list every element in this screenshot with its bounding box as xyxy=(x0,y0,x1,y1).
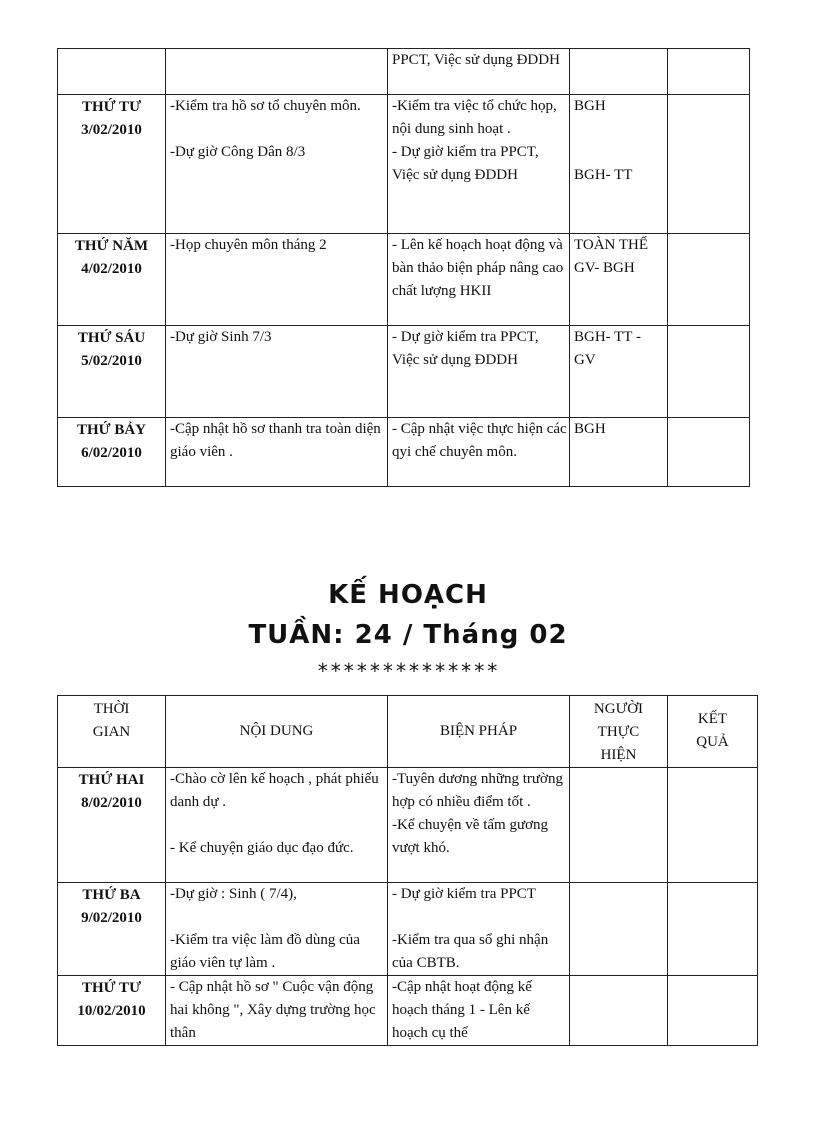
people-cell xyxy=(570,768,668,883)
content-text: -Kiểm tra việc làm đồ dùng của giáo viên tự làm . xyxy=(170,932,360,971)
measure-text: - Dự giờ kiểm tra PPCT, Việc sử dụng ĐDDH xyxy=(392,144,539,183)
date-label: 4/02/2010 xyxy=(81,261,142,277)
day-label: THỨ BA xyxy=(82,887,141,903)
content-cell xyxy=(166,95,388,234)
day-label: THỨ NĂM xyxy=(74,238,149,254)
date-label: 10/02/2010 xyxy=(77,1003,146,1019)
day-cell xyxy=(58,95,166,234)
day-label: THỨ BẢY xyxy=(76,422,147,438)
measure-text: - Lên kế hoạch hoạt động và bàn thảo biện pháp nâng cao chất lượng HKII xyxy=(392,237,564,299)
table-row xyxy=(58,418,750,487)
table-row xyxy=(58,883,758,976)
result-cell xyxy=(668,976,758,1046)
week-title: TUẦN: 24 / Tháng 02 xyxy=(248,620,568,650)
people-cell xyxy=(570,234,668,326)
measure-text: - Dự giờ kiểm tra PPCT xyxy=(392,886,536,902)
day-cell xyxy=(58,976,166,1046)
content-text: -Dự giờ Sinh 7/3 xyxy=(170,329,272,345)
day-cell xyxy=(58,418,166,487)
result-cell xyxy=(668,418,750,487)
result-cell xyxy=(668,95,750,234)
date-label: 9/02/2010 xyxy=(81,910,142,926)
content-cell xyxy=(166,883,388,976)
content-cell xyxy=(166,49,388,95)
day-cell xyxy=(58,768,166,883)
day-cell xyxy=(58,234,166,326)
people-text: TOÀN THỂ GV- BGH xyxy=(574,237,649,276)
day-label: THỨ TƯ xyxy=(81,980,142,996)
header-people: NGƯỜI THỰC HIỆN xyxy=(570,696,668,768)
people-cell xyxy=(570,418,668,487)
measure-text: -Kiểm tra qua sổ ghi nhận của CBTB. xyxy=(392,932,549,971)
plan-title: KẾ HOẠCH xyxy=(328,580,488,610)
content-text: - Kể chuyện giáo dục đạo đức. xyxy=(170,840,354,856)
people-cell xyxy=(570,326,668,418)
result-cell xyxy=(668,234,750,326)
result-cell xyxy=(668,768,758,883)
measures-cell xyxy=(388,418,570,487)
measure-text: -Tuyên dương những trường hợp có nhiều điểm tốt . xyxy=(392,771,563,810)
schedule-table xyxy=(57,695,758,1046)
day-cell xyxy=(58,883,166,976)
measures-cell xyxy=(388,49,570,95)
measure-text: PPCT, Việc sử dụng ĐDDH xyxy=(392,52,560,68)
content-text: -Chào cờ lên kế hoạch , phát phiếu danh dự . xyxy=(170,771,379,810)
people-cell xyxy=(570,976,668,1046)
people-text: BGH xyxy=(574,421,606,437)
day-label: THỨ HAI xyxy=(78,772,145,788)
measure-text: -Kể chuyện về tấm gương vượt khó. xyxy=(392,817,549,856)
header-result: KẾT QUẢ xyxy=(668,696,758,768)
measures-cell xyxy=(388,883,570,976)
content-cell xyxy=(166,418,388,487)
result-cell xyxy=(668,326,750,418)
measures-cell xyxy=(388,95,570,234)
content-text: -Kiểm tra hồ sơ tổ chuyên môn. xyxy=(170,98,361,114)
content-text: -Họp chuyên môn tháng 2 xyxy=(170,237,327,253)
measures-cell xyxy=(388,326,570,418)
content-cell xyxy=(166,234,388,326)
header-time: THỜI GIAN xyxy=(58,696,166,768)
measures-cell xyxy=(388,976,570,1046)
schedule-table-continued xyxy=(57,48,750,487)
measure-text: -Kiểm tra việc tổ chức họp, nội dung sinh hoạt . xyxy=(392,98,557,137)
people-text: BGH- TT xyxy=(574,167,633,183)
date-label: 8/02/2010 xyxy=(81,795,142,811)
content-text: -Cập nhật hồ sơ thanh tra toàn diện giáo viên . xyxy=(170,421,381,460)
measure-text: - Dự giờ kiểm tra PPCT, Việc sử dụng ĐDDH xyxy=(392,329,539,368)
table-header-row xyxy=(58,696,758,768)
star-divider: ************** xyxy=(316,659,500,683)
header-content: NỘI DUNG xyxy=(166,696,388,768)
content-text: -Dự giờ : Sinh ( 7/4), xyxy=(170,886,297,902)
header-measures: BIỆN PHÁP xyxy=(388,696,570,768)
measure-text: - Cập nhật việc thực hiện các qyi chế chuyên môn. xyxy=(392,421,567,460)
measures-cell xyxy=(388,234,570,326)
result-cell xyxy=(668,49,750,95)
people-cell xyxy=(570,95,668,234)
content-cell xyxy=(166,976,388,1046)
content-text: -Dự giờ Công Dân 8/3 xyxy=(170,144,306,160)
measure-text: -Cập nhật hoạt động kế hoạch tháng 1 - Lên kế hoạch cụ thể xyxy=(392,979,532,1041)
table-row xyxy=(58,768,758,883)
content-cell xyxy=(166,768,388,883)
date-label: 5/02/2010 xyxy=(81,353,142,369)
date-label: 3/02/2010 xyxy=(81,122,142,138)
table-row xyxy=(58,95,750,234)
table-row xyxy=(58,326,750,418)
people-cell xyxy=(570,49,668,95)
date-label: 6/02/2010 xyxy=(81,445,142,461)
table-row xyxy=(58,49,750,95)
result-cell xyxy=(668,883,758,976)
people-text: BGH xyxy=(574,98,606,114)
content-cell xyxy=(166,326,388,418)
day-label: THỨ SÁU xyxy=(77,330,146,346)
day-cell xyxy=(58,49,166,95)
table-row xyxy=(58,976,758,1046)
measures-cell xyxy=(388,768,570,883)
table-row xyxy=(58,234,750,326)
day-label: THỨ TƯ xyxy=(81,99,142,115)
content-text: - Cập nhật hồ sơ " Cuộc vận động hai không ", Xây dựng trường học thân xyxy=(170,979,376,1041)
people-cell xyxy=(570,883,668,976)
day-cell xyxy=(58,326,166,418)
people-text: BGH- TT - GV xyxy=(574,329,641,368)
